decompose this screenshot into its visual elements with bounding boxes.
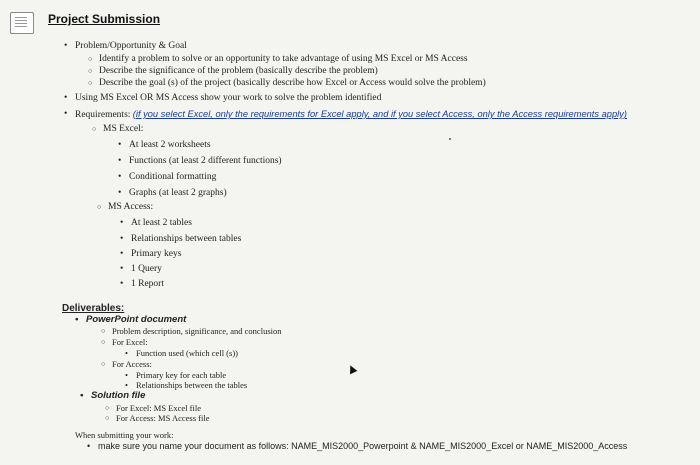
- list-item-problem-3: ○ Describe the goal (s) of the project (basically describe how Excel or Access would solve the problem): [99, 77, 486, 89]
- list-item-problem-1: ○ Identify a problem to solve or an opportunity to take advantage of using MS Excel or MS Access: [99, 53, 468, 65]
- access-item-4: • 1 Query: [131, 263, 162, 275]
- access-item-5: • 1 Report: [131, 278, 164, 290]
- deliverable-solution: • Solution file: [91, 390, 145, 402]
- stray-mark: [449, 138, 451, 140]
- excel-label: ○ MS Excel:: [103, 123, 143, 135]
- ppt-desc: ○ Problem description, significance, and conclusion: [112, 325, 282, 337]
- deliverable-ppt: • PowerPoint document: [86, 314, 186, 326]
- list-item-problem: • Problem/Opportunity & Goal: [75, 40, 187, 52]
- mouse-cursor-icon: [347, 364, 358, 375]
- naming-instructions: • make sure you name your document as follows: NAME_MIS2000_Powerpoint & NAME_MIS2000_Excel or NAME_MIS2000_Access: [98, 440, 627, 452]
- requirements-note: (if you select Excel, only the requirements for Excel apply, and if you select Access, only the Access requirements apply): [132, 109, 627, 119]
- excel-item-3: • Conditional formatting: [129, 171, 216, 183]
- list-item-problem-2: ○ Describe the significance of the problem (basically describe the problem): [99, 65, 378, 77]
- deliverables-heading: Deliverables:: [62, 303, 125, 314]
- solution-excel: ○ For Excel: MS Excel file: [116, 402, 201, 414]
- excel-item-4: • Graphs (at least 2 graphs): [129, 187, 227, 199]
- ppt-excel-sub: • Function used (which cell (s)): [136, 347, 238, 359]
- list-item-using: • Using MS Excel OR MS Access show your work to solve the problem identified: [75, 92, 381, 104]
- ppt-access-sub-2: • Relationships between the tables: [136, 379, 247, 391]
- access-item-1: • At least 2 tables: [131, 217, 192, 229]
- solution-access: ○ For Access: MS Access file: [116, 412, 210, 424]
- access-item-3: • Primary keys: [131, 248, 181, 260]
- access-label: ○ MS Access:: [108, 201, 153, 213]
- when-submitting: When submitting your work:: [75, 430, 174, 440]
- excel-item-2: • Functions (at least 2 different functions): [129, 155, 282, 167]
- list-item-requirements: [75, 108, 627, 121]
- excel-item-1: • At least 2 worksheets: [129, 139, 211, 151]
- ppt-for-excel: ○ For Excel:: [112, 336, 148, 348]
- ppt-access-sub-1: • Primary key for each table: [136, 369, 226, 381]
- ppt-for-access: ○ For Access:: [112, 358, 152, 370]
- page-title: Project Submission: [48, 12, 161, 26]
- access-item-2: • Relationships between tables: [131, 233, 241, 245]
- requirements-label: Requirements:: [75, 110, 133, 120]
